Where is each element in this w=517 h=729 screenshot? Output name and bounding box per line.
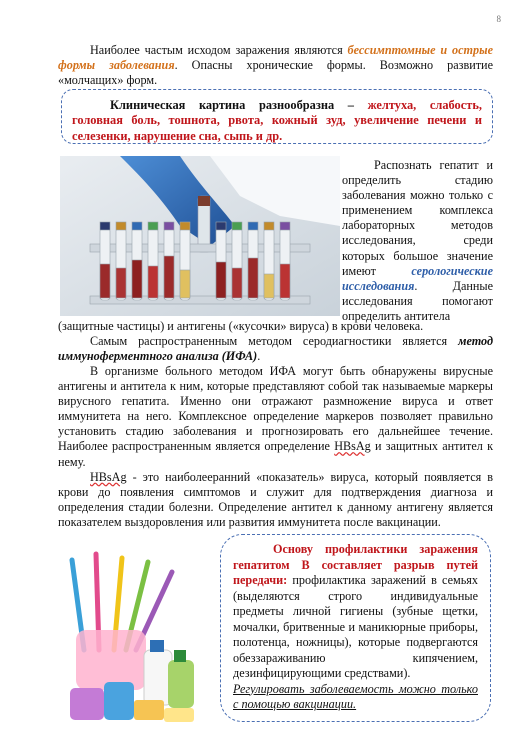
hbsag-paragraph bbox=[58, 470, 493, 530]
diagnosis-text-2: . Данные исследования помогают определить антитела bbox=[342, 278, 493, 323]
clinical-lead: Клиническая картина разнообразна – bbox=[110, 98, 368, 112]
intro-text-2: . Опасны хронические формы. Возможно развитие «молчащих» форм. bbox=[58, 58, 493, 88]
prevention-box bbox=[220, 534, 491, 722]
markers-paragraph bbox=[58, 364, 493, 470]
page-number: 8 bbox=[496, 14, 501, 24]
diagnosis-text: Распознать гепатит и определить стадию заболевания можно только с применением комплекса лабораторных методов исследования, среди которых большое значение имеют bbox=[342, 158, 493, 278]
diagnosis-continuation: (защитные частицы) и антигены («кусочки» вируса) в крови человека. bbox=[58, 319, 424, 333]
markers-text-2: и защитных антител к нему. bbox=[58, 439, 493, 469]
clinical-picture-text bbox=[72, 98, 482, 144]
prevention-body: профилактика заражений в семьях (выделяются строго индивидуальные предметы личной гигиены (зубные щетки, мочалки, бритвенные и маникюрные приборы, полотенца, ножницы), которые подвергаются обеззараживанию кипячением, дезинфицирующими средствами). bbox=[233, 573, 478, 680]
hbsag-text: - это наиболееранний «показатель» вируса, который появляется в крови до появления симптомов и служит для подтверждения диагноза и определения стадии болезни. Определение антител к данному антигену является показателем выздоровления или развития иммунитета после вакцинации. bbox=[58, 470, 493, 530]
hygiene-items-image bbox=[64, 550, 200, 725]
prevention-title: Основу профилактики заражения гепатитом В составляет разрыв путей передачи: bbox=[233, 542, 478, 587]
intro-text: Наиболее частым исходом заражения являются bbox=[90, 43, 348, 57]
markers-hbsag: HBsAg bbox=[334, 439, 371, 454]
clinical-symptoms: желтуха, слабость, головная боль, тошнота, рвота, кожный зуд, увеличение печени и селезенки, нарушение сна, сыпь и др. bbox=[72, 98, 482, 143]
intro-emphasis: бессимптомные и острые формы заболевания bbox=[58, 43, 493, 73]
ifa-text-2: . bbox=[257, 349, 261, 364]
toothbrushes-illustration bbox=[64, 550, 200, 725]
ifa-paragraph bbox=[58, 334, 493, 364]
hbsag-term: HBsAg bbox=[90, 470, 127, 484]
ifa-text: Самым распространенным методом серодиагностики является bbox=[90, 334, 459, 348]
clinical-picture-box bbox=[61, 89, 493, 144]
prevention-text bbox=[233, 542, 478, 713]
vaccination-note: Регулировать заболеваемость можно только с помощью вакцинации. bbox=[233, 681, 478, 711]
intro-paragraph bbox=[58, 43, 493, 88]
diagnosis-paragraph bbox=[342, 158, 493, 324]
lab-test-tubes-image bbox=[60, 156, 340, 316]
ifa-emphasis: метод иммуноферментного анализа (ИФА) bbox=[58, 334, 493, 364]
markers-text: В организме больного методом ИФА могут быть обнаружены вирусные антигены и антитела к ним, которые представляют собой так называемые маркеры вирусного гепатита. Именно они отражают размножение вируса и ответ иммунитета на него. Комплексное определение маркеров позволяет правильно установить стадию заболевания и прогнозировать его дальнейшее течение. Наиболее распространенным является определение bbox=[58, 364, 493, 454]
diagnosis-emphasis: серологические исследования bbox=[342, 263, 493, 293]
test-tubes-illustration bbox=[60, 156, 340, 316]
